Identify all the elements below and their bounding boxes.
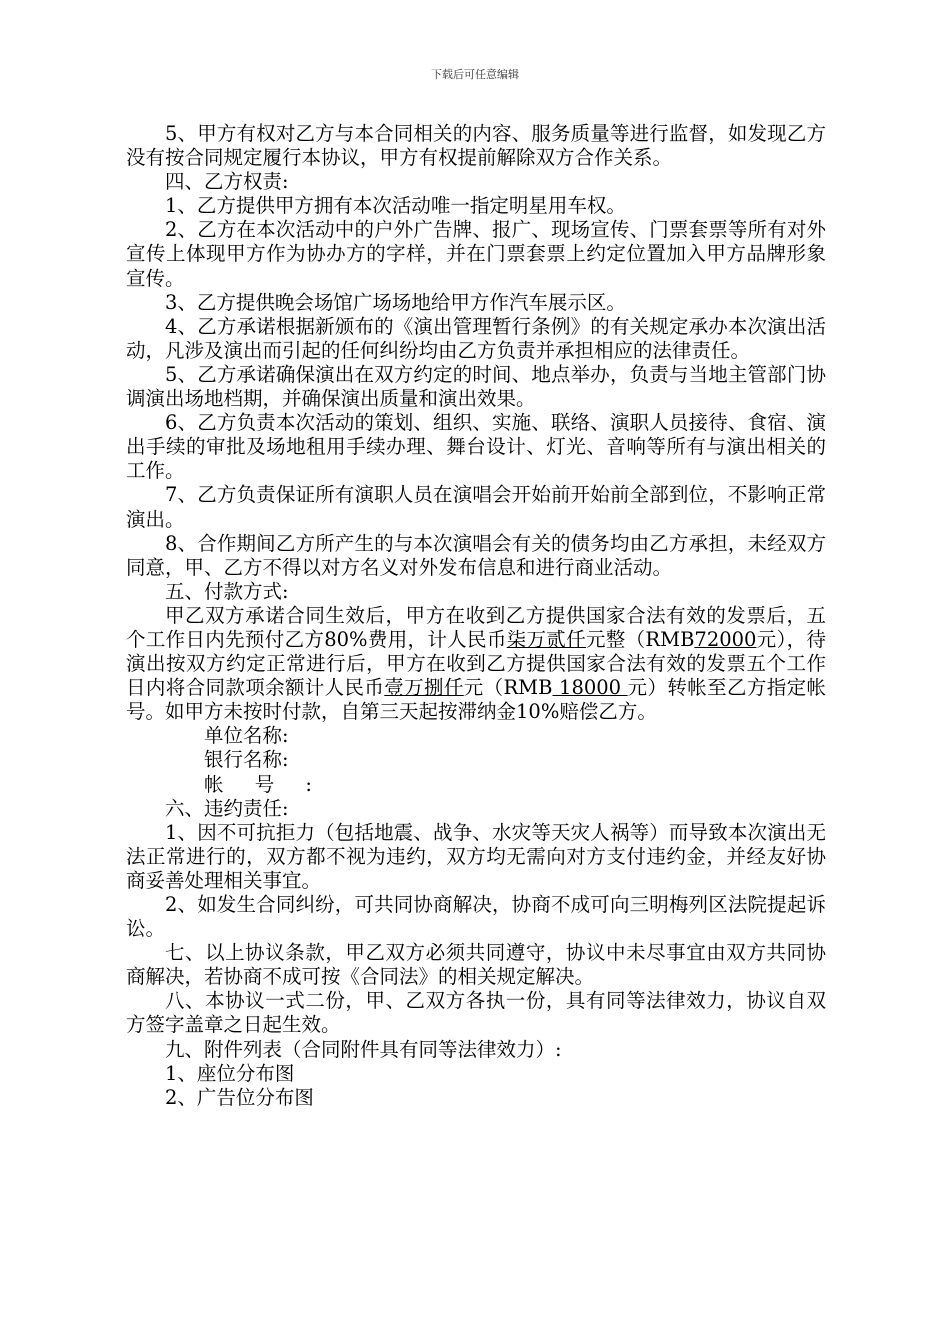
section4-item: 1、乙方提供甲方拥有本次活动唯一指定明星用车权。 [165,194,626,218]
bank-name-row [126,748,826,772]
amount1-number: 72000 [694,627,757,651]
unit-name-row [126,724,826,748]
amount2-number: 18000 [552,676,628,700]
section6-item: 1、因不可抗拒力（包括地震、战争、水灾等天灾人祸等）而导致本次演出无法正常进行的，双方都不视为违约，双方均无需向对方支付违约金，并经友好协商妥善处理相关事宜。 [126,820,826,892]
page-header: 下载后可任意编辑 [431,68,519,81]
payment-text: 元），待演出按双方约定正常进行后，甲方在收到乙方提供国家合法有效的发票五个工作日内将合同款项余额计人民币 [126,627,826,700]
account-row [126,773,826,797]
section4-item: 5、乙方承诺确保演出在双方约定的时间、地点举办，负责与当地主管部门协调演出场地档期，并确保演出质量和演出效果。 [126,362,826,411]
clause3-item5: 5、甲方有权对乙方与本合同相关的内容、服务质量等进行监督，如发现乙方没有按合同规定履行本协议，甲方有权提前解除双方合作关系。 [126,122,826,170]
section4-item: 6、乙方负责本次活动的策划、组织、实施、联络、演职人员接待、食宿、演出手续的审批及场地租用手续办理、舞台设计、灯光、音响等所有与演出相关的工作。 [126,411,826,483]
section4-item: 4、乙方承诺根据新颁布的《演出管理暂行条例》的有关规定承办本次演出活动，凡涉及演出而引起的任何纠纷均由乙方负责并承担相应的法律责任。 [126,314,826,362]
section5-heading: 五、付款方式: [165,579,289,603]
section4-item: 2、乙方在本次活动中的户外广告牌、报广、现场宣传、门票套票等所有对外宣传上体现甲方作为协办方的字样，并在门票套票上约定位置加入甲方品牌形象宣传。 [126,218,826,290]
payment-text: 元）转帐至乙方指定帐号。如甲方未按时付款，自第三天起按滞纳金10%赔偿乙方。 [126,676,826,724]
section6-heading: 六、违约责任: [165,796,289,820]
unit-name-label: 单位名称: [204,724,289,748]
account-label: 帐号: [204,772,344,796]
payment-paragraph [126,604,826,724]
attachment-item: 2、广告位分布图 [165,1085,314,1109]
section9-heading: 九、附件列表（合同附件具有同等法律效力）: [165,1037,562,1061]
payment-text: 元（RMB [463,676,553,700]
amount1-chinese: 柒万贰仟 [506,627,586,651]
bank-name-label: 银行名称: [204,748,289,772]
section4-heading: 四、乙方权责: [165,170,289,194]
attachment-item: 1、座位分布图 [165,1061,295,1085]
section4-item: 8、合作期间乙方所产生的与本次演唱会有关的债务均由乙方承担，未经双方同意，甲、乙方不得以对方名义对外发布信息和进行商业活动。 [126,531,826,579]
payment-text: 元整（RMB [585,627,695,651]
amount2-chinese: 壹万捌仟 [384,676,464,700]
section6-item: 2、如发生合同纠纷，可共同协商解决，协商不成可向三明梅列区法院提起诉讼。 [126,893,826,941]
section8-text: 八、本协议一式二份，甲、乙双方各执一份，具有同等法律效力，协议自双方签字盖章之日起生效。 [126,989,826,1037]
contract-body [126,122,826,1110]
payment-text: 甲乙双方承诺合同生效后，甲方在收到乙方提供国家合法有效的发票后，五个工作日内先预付乙方80%费用，计人民币 [126,603,826,651]
section4-item: 3、乙方提供晚会场馆广场场地给甲方作汽车展示区。 [165,290,626,314]
section7-text: 七、以上协议条款，甲乙双方必须共同遵守，协议中未尽事宜由双方共同协商解决，若协商不成可按《合同法》的相关规定解决。 [126,941,826,989]
section4-item: 7、乙方负责保证所有演职人员在演唱会开始前开始前全部到位，不影响正常演出。 [126,483,826,531]
